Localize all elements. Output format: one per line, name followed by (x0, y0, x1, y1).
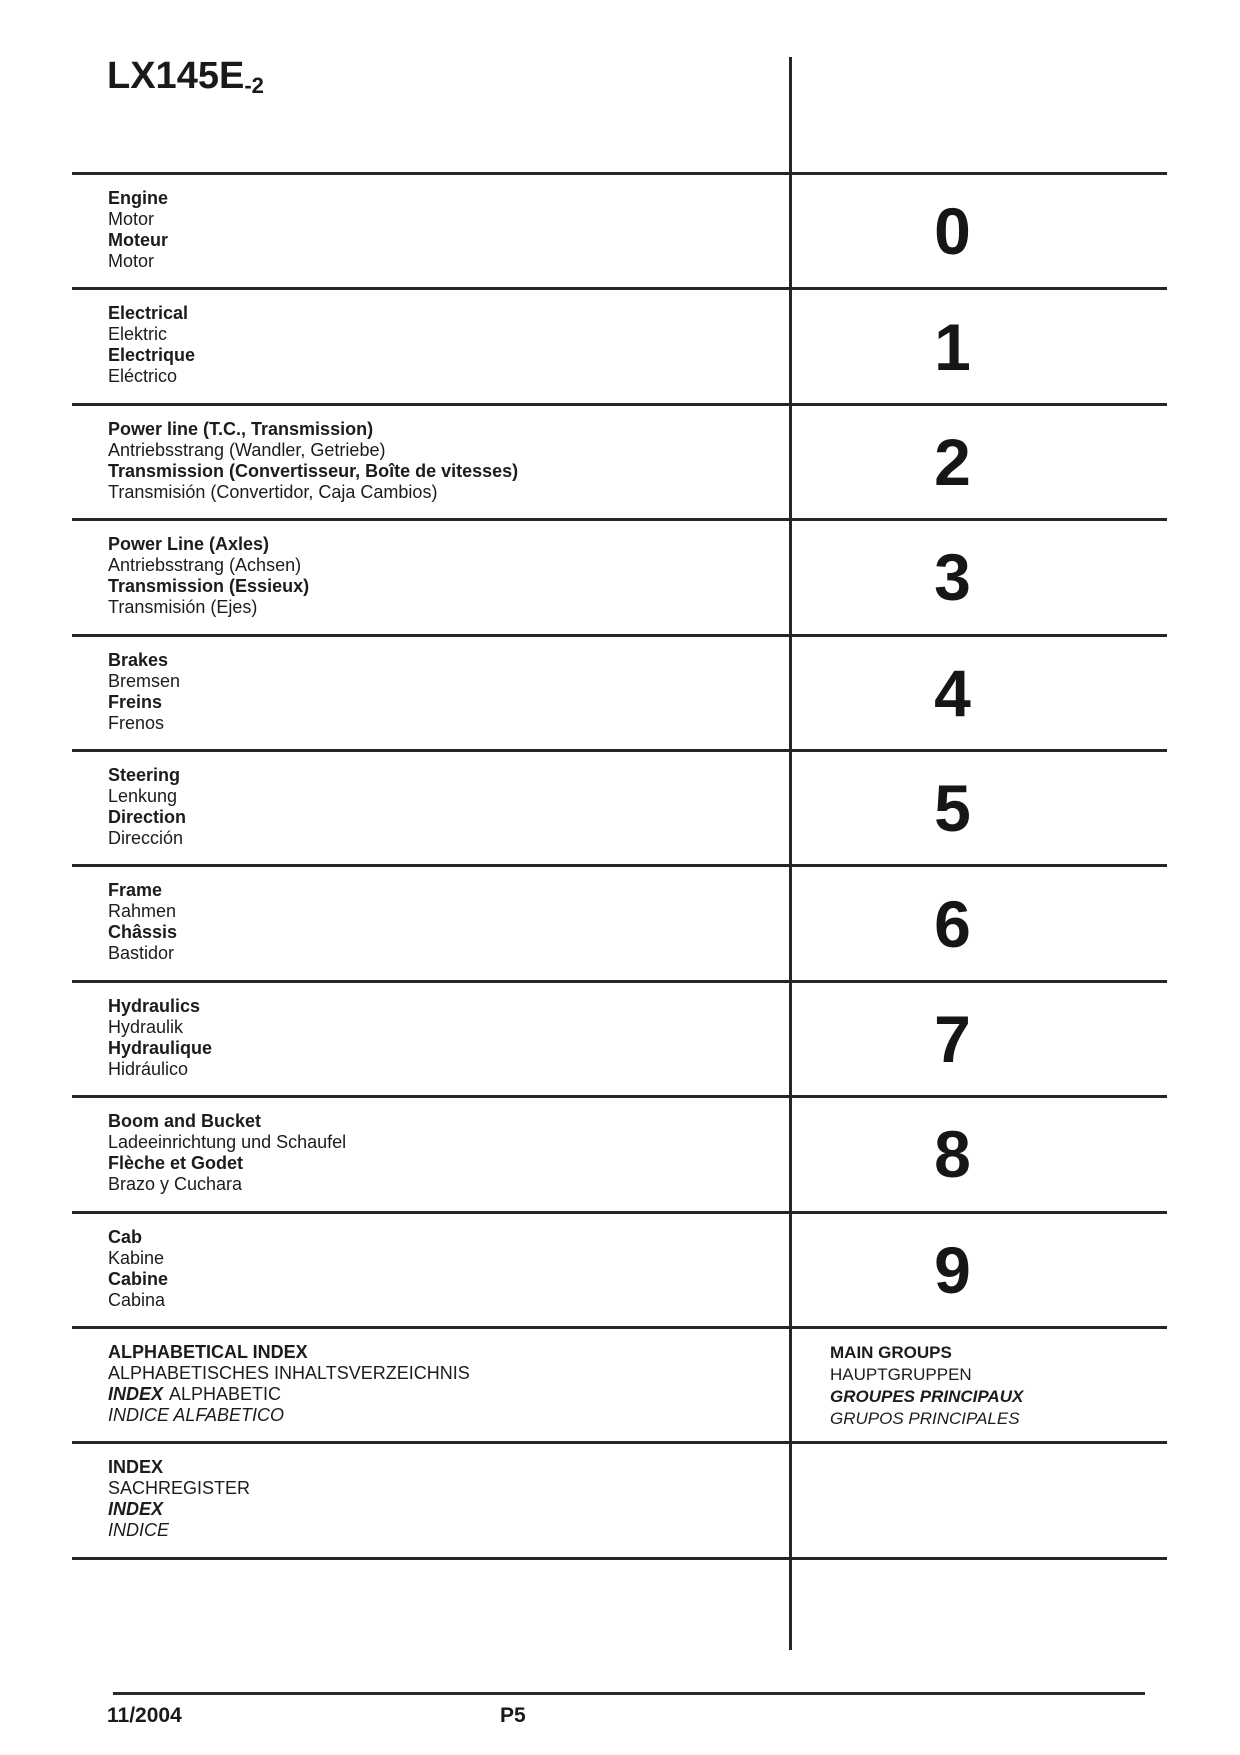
footer-date: 11/2004 (107, 1704, 182, 1727)
section-titles (72, 1098, 790, 1210)
section-row-cab (72, 1211, 1167, 1326)
section-row-brakes (72, 634, 1167, 749)
section-title-fr: Freins (108, 691, 163, 712)
section-title-fr: Transmission (Essieux) (108, 576, 310, 597)
section-title-en: Power Line (Axles) (108, 534, 270, 555)
section-title-de: Rahmen (108, 901, 177, 922)
section-row-powerline-axles (72, 518, 1167, 633)
section-number-cell (790, 752, 1167, 864)
section-title-de: Ladeeinrichtung und Schaufel (108, 1132, 347, 1153)
section-title-fr: Direction (108, 807, 187, 828)
section-title-es: Bastidor (108, 943, 175, 964)
index-empty-cell (790, 1444, 1167, 1556)
section-title-fr: Cabine (108, 1268, 169, 1289)
section-title-fr: Hydraulique (108, 1037, 213, 1058)
section-title-es: Cabina (108, 1289, 166, 1310)
section-number: 2 (934, 425, 971, 500)
section-title-en: Boom and Bucket (108, 1111, 262, 1132)
main-groups-en: MAIN GROUPS (830, 1343, 952, 1363)
section-title-de: Antriebsstrang (Wandler, Getriebe) (108, 439, 386, 460)
section-title-en: Hydraulics (108, 995, 201, 1016)
index-row (72, 1441, 1167, 1556)
section-number-cell (790, 175, 1167, 287)
section-number: 7 (934, 1002, 971, 1077)
section-title-es: Dirección (108, 828, 184, 849)
alphabetical-index-titles (72, 1329, 790, 1441)
section-row-boom-bucket (72, 1095, 1167, 1210)
alphabetical-index-fr-emphasis: INDEX (108, 1384, 164, 1405)
section-title-de: Motor (108, 209, 155, 229)
section-title-en: Steering (108, 765, 181, 786)
section-title-en: Electrical (108, 303, 189, 324)
section-number: 5 (934, 771, 971, 846)
index-en: INDEX (108, 1457, 164, 1478)
section-title-fr: Electrique (108, 345, 196, 366)
section-title-es: Frenos (108, 712, 165, 733)
section-row-electrical (72, 287, 1167, 402)
section-title-es: Transmisión (Ejes) (108, 597, 258, 618)
section-number: 1 (934, 309, 971, 384)
main-groups-de: HAUPTGRUPPEN (830, 1365, 972, 1385)
section-title-de: Hydraulik (108, 1016, 184, 1037)
section-titles (72, 290, 790, 402)
section-number-cell (790, 290, 1167, 402)
main-groups-cell (790, 1329, 1167, 1441)
section-number-cell (790, 1098, 1167, 1210)
alphabetical-index-fr (108, 1384, 790, 1405)
alphabetical-index-de: ALPHABETISCHES INHALTSVERZEICHNIS (108, 1363, 470, 1384)
section-title-es: Transmisión (Convertidor, Caja Cambios) (108, 481, 438, 502)
section-number: 4 (934, 655, 971, 730)
section-title-en: Cab (108, 1226, 143, 1247)
main-groups-fr: GROUPES PRINCIPAUX (830, 1387, 1024, 1407)
section-number: 8 (934, 1117, 971, 1192)
alphabetical-index-row (72, 1326, 1167, 1441)
section-titles (72, 175, 790, 287)
section-number-cell (790, 406, 1167, 518)
section-number-cell (790, 1214, 1167, 1326)
section-row-powerline-tc (72, 403, 1167, 518)
section-title-de: Bremsen (108, 670, 181, 691)
section-number: 9 (934, 1232, 971, 1307)
section-row-engine (72, 172, 1167, 287)
alphabetical-index-fr-rest: ALPHABETIC (168, 1384, 281, 1405)
section-title-en: Engine (108, 188, 169, 208)
footer-page-number: P5 (500, 1704, 526, 1727)
section-title-en: Power line (T.C., Transmission) (108, 418, 374, 439)
section-number-cell (790, 521, 1167, 633)
section-titles (72, 867, 790, 979)
section-number: 3 (934, 540, 971, 615)
section-title-es: Brazo y Cuchara (108, 1174, 243, 1195)
section-title-fr: Transmission (Convertisseur, Boîte de vitesses) (108, 460, 519, 481)
section-title-de: Lenkung (108, 786, 178, 807)
main-groups-heading (790, 1329, 1167, 1430)
alphabetical-index-es: INDICE ALFABETICO (108, 1405, 285, 1426)
section-title-fr: Châssis (108, 922, 178, 943)
section-title-en: Frame (108, 880, 163, 901)
section-number-cell (790, 867, 1167, 979)
section-number-cell (790, 983, 1167, 1095)
index-es: INDICE (108, 1520, 170, 1541)
section-titles (72, 521, 790, 633)
main-groups-table (72, 172, 1167, 1560)
section-number: 0 (934, 194, 971, 269)
section-title-en: Brakes (108, 649, 169, 670)
section-titles (72, 406, 790, 518)
section-row-hydraulics (72, 980, 1167, 1095)
page-title (107, 55, 264, 98)
section-title-es: Hidráulico (108, 1058, 189, 1079)
footer-rule (113, 1692, 1145, 1695)
section-title-fr: Moteur (108, 230, 168, 250)
alphabetical-index-en: ALPHABETICAL INDEX (108, 1342, 308, 1363)
section-number: 6 (934, 886, 971, 961)
section-row-frame (72, 864, 1167, 979)
section-title-es: Eléctrico (108, 366, 178, 387)
section-title-de: Kabine (108, 1247, 165, 1268)
section-titles (72, 983, 790, 1095)
section-title-es: Motor (108, 251, 155, 271)
section-titles (72, 1214, 790, 1326)
section-title-de: Elektric (108, 324, 168, 345)
section-titles (72, 752, 790, 864)
index-titles (72, 1444, 790, 1556)
section-row-steering (72, 749, 1167, 864)
model-name: LX145E (107, 55, 245, 97)
index-fr: INDEX (108, 1499, 164, 1520)
section-title-de: Antriebsstrang (Achsen) (108, 555, 302, 576)
section-title-fr: Flèche et Godet (108, 1153, 244, 1174)
main-groups-es: GRUPOS PRINCIPALES (830, 1409, 1020, 1429)
section-titles (72, 637, 790, 749)
section-number-cell (790, 637, 1167, 749)
model-suffix: -2 (244, 73, 264, 98)
index-de: SACHREGISTER (108, 1478, 251, 1499)
